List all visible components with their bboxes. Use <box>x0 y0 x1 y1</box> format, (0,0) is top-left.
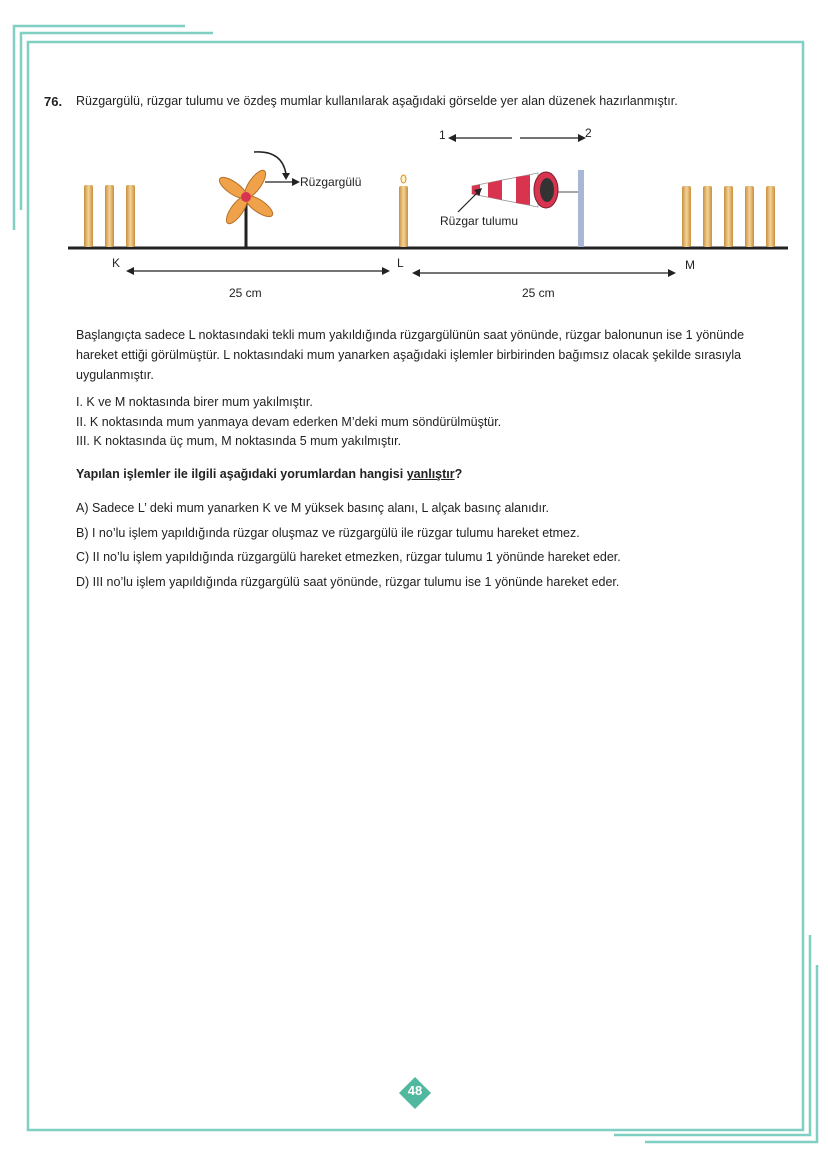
page-number: 48 <box>407 1083 423 1098</box>
candle <box>105 185 114 247</box>
candle <box>703 186 712 247</box>
description-paragraph: Başlangıçta sadece L noktasındaki tekli mum yakıldığında rüzgargülünün saat yönünde, rüzgar balonunun ise 1 yönünde hareket ettiği görülmüştür. L noktasındaki mum yanarken aşağıdaki işlemler birbirinden bağımsız olacak şekilde sırasıyla uygulanmıştır. <box>76 328 745 382</box>
option-c[interactable]: C) II no’lu işlem yapıldığında rüzgargülü hareket etmezken, rüzgar tulumu 1 yönünde hareket eder. <box>76 550 621 564</box>
candle <box>126 185 135 247</box>
question-intro: Rüzgargülü, rüzgar tulumu ve özdeş mumlar kullanılarak aşağıdaki görselde yer alan düzenek hazırlanmıştır. <box>76 94 678 108</box>
candle <box>84 185 93 247</box>
point-k-label: K <box>112 256 121 270</box>
question-number: 76. <box>44 94 63 109</box>
candle <box>745 186 754 247</box>
point-m-label: M <box>685 258 695 272</box>
option-b[interactable]: B) I no’lu işlem yapıldığında rüzgar oluşmaz ve rüzgargülü ile rüzgar tulumu hareket etmez. <box>76 525 580 540</box>
windsock-icon <box>472 170 584 247</box>
option-a[interactable]: A) Sadece L’ deki mum yanarken K ve M yüksek basınç alanı, L alçak basınç alanıdır. <box>76 501 549 515</box>
setup-diagram <box>60 120 800 310</box>
direction-2-label: 2 <box>585 126 592 140</box>
candle <box>682 186 691 247</box>
candle-l <box>399 175 408 247</box>
distance-lm-label: 25 cm <box>522 286 555 300</box>
prompt-text: Yapılan işlemler ile ilgili aşağıdaki yorumlardan hangisi <box>76 467 407 481</box>
question-prompt <box>76 467 462 481</box>
direction-1-label: 1 <box>439 128 446 142</box>
windsock-label: Rüzgar tulumu <box>440 214 519 228</box>
pinwheel-icon <box>216 167 275 247</box>
prompt-end: ? <box>454 467 463 481</box>
candle <box>766 186 775 247</box>
rotation-arrow-icon <box>254 152 286 174</box>
candle <box>724 186 733 247</box>
flame-icon <box>401 175 406 183</box>
answer-options <box>76 496 621 594</box>
pinwheel-label: Rüzgargülü <box>300 175 362 189</box>
candles-m <box>682 186 775 247</box>
experiment-figure <box>60 120 800 310</box>
prompt-emphasis: yanlıştır <box>406 467 455 481</box>
option-d[interactable]: D) III no’lu işlem yapıldığında rüzgargülü saat yönünde, rüzgar tulumu ise 1 yönünde hareket eder. <box>76 574 620 589</box>
step-item: III. K noktasında üç mum, M noktasında 5 mum yakılmıştır. <box>76 434 402 448</box>
step-item: II. K noktasında mum yanmaya devam ederken M’deki mum söndürülmüştür. <box>76 414 502 429</box>
windsock-pointer <box>458 192 478 212</box>
step-item: I. K ve M noktasında birer mum yakılmıştır. <box>76 395 313 409</box>
steps-list <box>76 393 501 452</box>
distance-kl-label: 25 cm <box>229 286 262 300</box>
candles-k <box>84 185 135 247</box>
point-l-label: L <box>397 256 404 270</box>
